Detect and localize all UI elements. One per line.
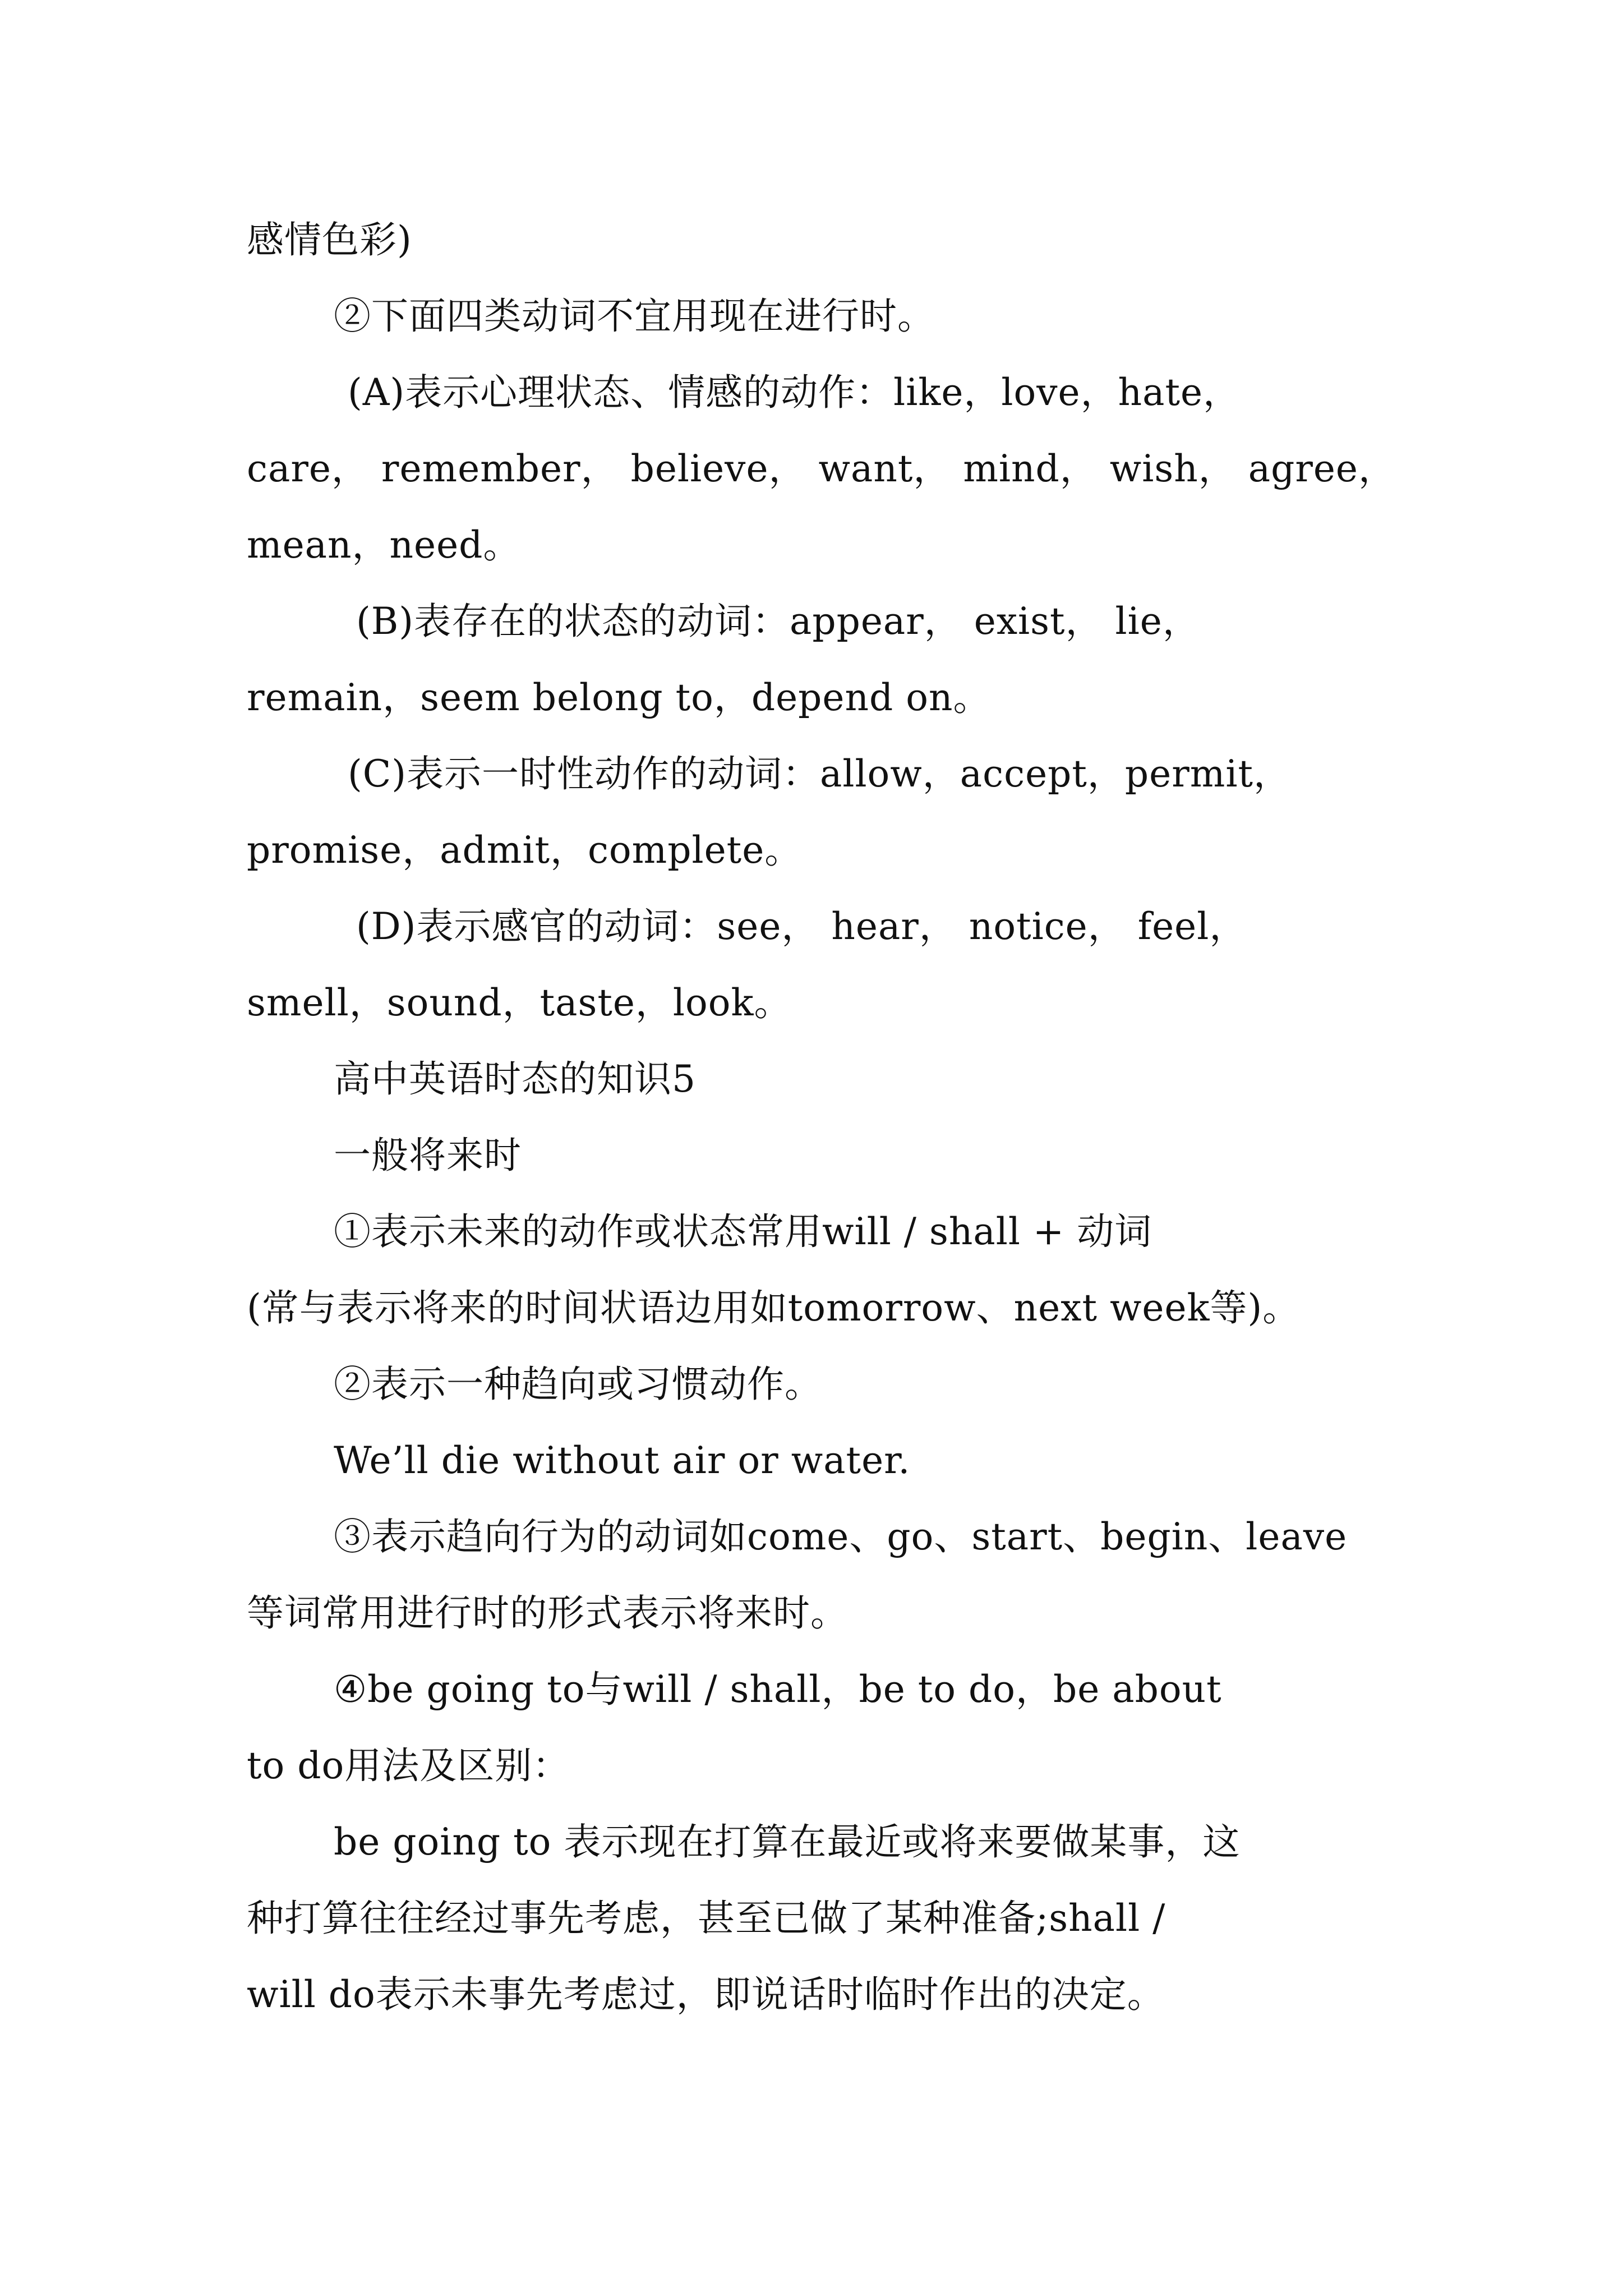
text-line: mean，need。 bbox=[247, 523, 521, 567]
text-line: remain，seem belong to，depend on。 bbox=[247, 676, 991, 719]
text-line: be going to 表示现在打算在最近或将来要做某事，这 bbox=[334, 1820, 1241, 1864]
text-line: will do表示未事先考虑过，即说话时临时作出的决定。 bbox=[247, 1973, 1165, 2016]
text-line: ③表示趋向行为的动词如come、go、start、begin、leave bbox=[334, 1515, 1348, 1558]
text-line: promise，admit，complete。 bbox=[247, 829, 803, 872]
text-line: (A)表示心理状态、情感的动作：like，love，hate， bbox=[348, 371, 1241, 414]
text-line: ②表示一种趋向或习惯动作。 bbox=[334, 1363, 822, 1406]
section-heading: 高中英语时态的知识5 bbox=[334, 1057, 696, 1101]
text-line: (B)表存在的状态的动词：appear， exist， lie， bbox=[356, 600, 1200, 643]
text-line: to do用法及区别： bbox=[247, 1744, 570, 1787]
text-line: (C)表示一时性动作的动词：allow，accept，permit， bbox=[348, 752, 1291, 795]
text-line: 感情色彩) bbox=[247, 218, 412, 261]
document-body bbox=[247, 202, 1396, 2033]
text-line: 等词常用进行时的形式表示将来时。 bbox=[247, 1591, 848, 1635]
text-line: ④be going to与will / shall，be to do，be about bbox=[334, 1668, 1222, 1711]
text-line: smell，sound，taste，look。 bbox=[247, 981, 792, 1024]
text-line: care， remember， believe， want， mind， wish， agree， bbox=[247, 447, 1396, 490]
text-line: (D)表示感官的动词：see， hear， notice， feel， bbox=[356, 905, 1247, 948]
example-sentence: We’ll die without air or water. bbox=[334, 1439, 911, 1482]
text-line: (常与表示将来的时间状语边用如tomorrow、next week等)。 bbox=[247, 1286, 1301, 1329]
subsection-heading: 一般将来时 bbox=[334, 1134, 522, 1177]
text-line: 种打算往往经过事先考虑，甚至已做了某种准备;shall / bbox=[247, 1897, 1166, 1940]
text-line: ②下面四类动词不宜用现在进行时。 bbox=[334, 295, 935, 338]
text-line: ①表示未来的动作或状态常用will / shall + 动词 bbox=[334, 1210, 1152, 1253]
